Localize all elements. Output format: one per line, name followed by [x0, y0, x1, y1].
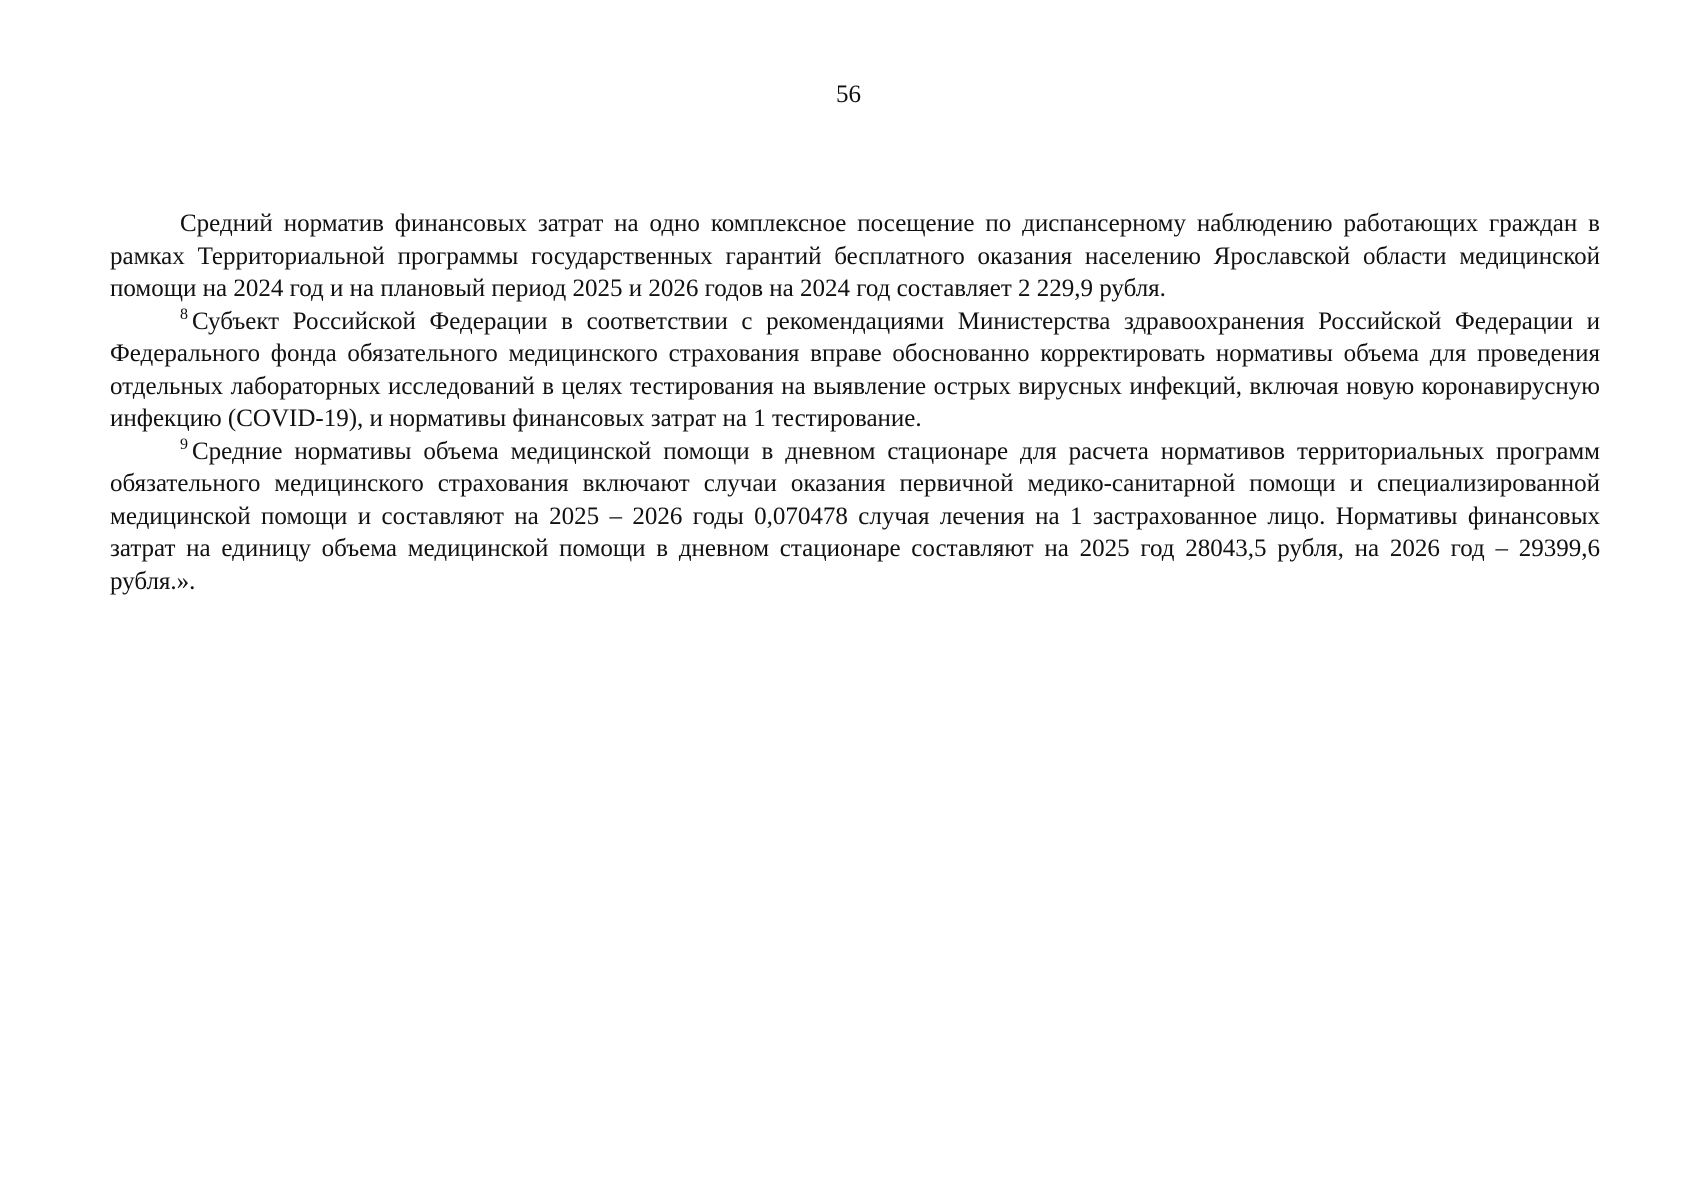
footnote-marker: 8: [180, 305, 188, 323]
footnote-8: [110, 306, 1600, 436]
footnote-text: Средние нормативы объема медицинской помощи в дневном стационаре для расчета нормативов территориальных программ обязательного медицинского страхования включают случаи оказания первичной медико-санитарной помощи и специализированной медицинской помощи и составляют на 2025 – 2026 годы 0,070478 случая лечения на 1 застрахованное лицо. Нормативы финансовых затрат на единицу объема медицинской помощи в дневном стационаре составляют на 2025 год 28043,5 рубля, на 2026 год – 29399,6 рубля.».: [110, 437, 1600, 595]
footnote-text: Субъект Российской Федерации в соответствии с рекомендациями Министерства здравоохранения Российской Федерации и Федерального фонда обязательного медицинского страхования вправе обоснованно корректировать нормативы объема для проведения отдельных лабораторных исследований в целях тестирования на выявление острых вирусных инфекций, включая новую коронавирусную инфекцию (COVID-19), и нормативы финансовых затрат на 1 тестирование.: [110, 307, 1600, 432]
footnote-9: [110, 436, 1600, 599]
paragraph-text: Средний норматив финансовых затрат на одно комплексное посещение по диспансерному наблюдению работающих граждан в рамках Территориальной программы государственных гарантий бесплатного оказания населению Ярославской области медицинской помощи на 2024 год и на плановый период 2025 и 2026 годов на 2024 год составляет 2 229,9 рубля.: [110, 210, 1600, 302]
paragraph-average-norm: [110, 208, 1600, 306]
page-number: 56: [836, 81, 861, 108]
document-body: [110, 208, 1600, 598]
footnote-marker: 9: [180, 435, 188, 453]
